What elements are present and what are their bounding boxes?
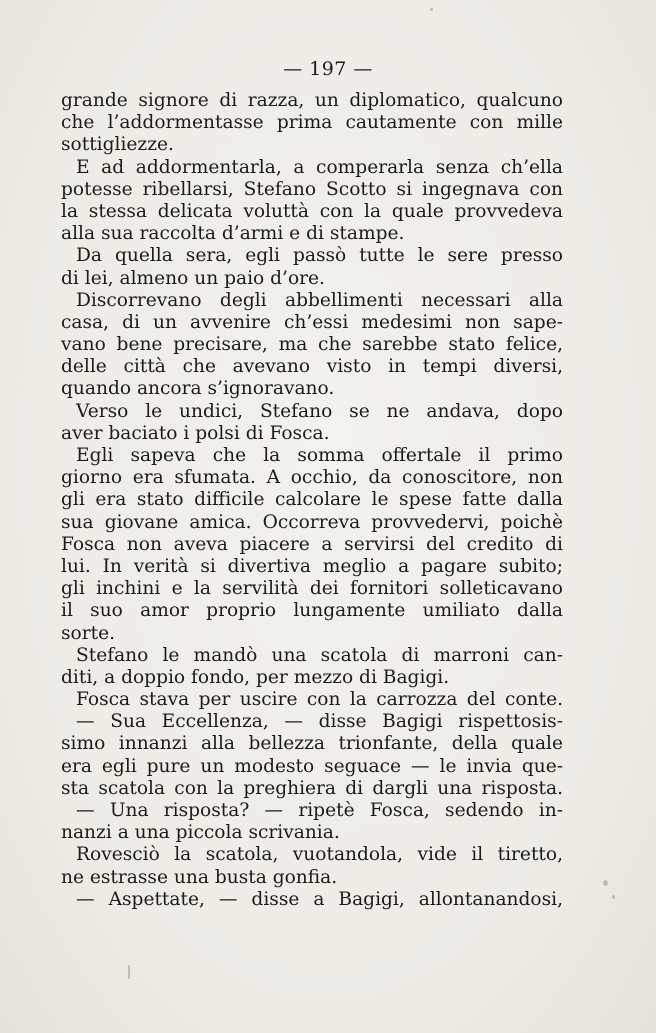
text-line: la stessa delicata voluttà con la quale provvedeva [61,200,563,222]
text-line: simo innanzi alla bellezza trionfante, della quale [61,733,563,755]
text-line: Egli sapeva che la somma offertale il primo [76,445,563,466]
text-line: gli era stato difficile calcolare le spese fatte dalla [61,489,563,511]
text-line: alla sua raccolta d’armi e di stampe. [61,223,405,245]
text-line: che l’addormentasse prima cautamente con mille [61,112,563,134]
text-line: sta scatola con la preghiera di dargli una risposta. [61,777,563,799]
text-line: diti, a doppio fondo, per mezzo di Bagigi. [61,666,450,688]
text-line: — Sua Eccellenza, — disse Bagigi rispettosis- [76,711,563,733]
text-line: di lei, almeno un paio d’ore. [61,267,325,289]
text-line: aver baciato i polsi di Fosca. [61,422,330,444]
text-line: vano bene precisare, ma che sarebbe stato felice, [61,334,563,356]
text-line: — Aspettate, — disse a Bagigi, allontanandosi, [76,888,563,910]
text-line: Da quella sera, egli passò tutte le sere presso [76,245,563,267]
text-line: delle città che avevano visto in tempi diversi, [61,356,563,378]
text-line: giorno era sfumata. A occhio, da conoscitore, non [61,467,563,489]
text-line: gli inchini e la servilità dei fornitori solleticavano [61,578,563,600]
text-line: quando ancora s’ignoravano. [61,378,335,400]
text-line: sottigliezze. [61,134,174,156]
page-number: — 197 — [283,58,373,80]
text-line: era egli pure un modesto seguace — le invia que- [61,755,563,777]
text-line: Rovesciò la scatola, vuotandola, vide il tiretto, [76,844,563,866]
text-line: casa, di un avvenire ch’essi medesimi non sape- [61,311,563,333]
paper-speck [430,8,433,11]
text-line: il suo amor proprio lungamente umiliato dalla [61,600,563,622]
body-text [61,90,563,911]
text-line: Verso le undici, Stefano se ne andava, dopo [76,400,563,422]
text-line: grande signore di razza, un diplomatico, qualcuno [61,90,563,111]
text-line: Fosca stava per uscire con la carrozza del conte. [76,689,563,711]
text-line: sua giovane amica. Occorreva provvedervi, poichè [61,511,563,533]
text-line: potesse ribellarsi, Stefano Scotto si ingegnava con [61,178,563,200]
paper-speck [603,880,608,886]
text-line: Discorrevano degli abbellimenti necessari alla [76,289,563,311]
text-line: sorte. [61,622,116,644]
text-line: — Una risposta? — ripetè Fosca, sedendo in- [76,800,563,821]
text-line: Fosca non aveva piacere a servirsi del credito di [61,533,563,555]
paper-speck [128,965,130,979]
text-line: lui. In verità si divertiva meglio a pagare subito; [61,555,563,577]
paper-speck [612,895,615,899]
text-line: ne estrasse una busta gonfia. [61,866,338,888]
text-line: Stefano le mandò una scatola di marroni can- [76,644,563,666]
text-line: E ad addormentarla, a comperarla senza ch’ella [76,156,563,178]
text-line: nanzi a una piccola scrivania. [61,822,340,844]
